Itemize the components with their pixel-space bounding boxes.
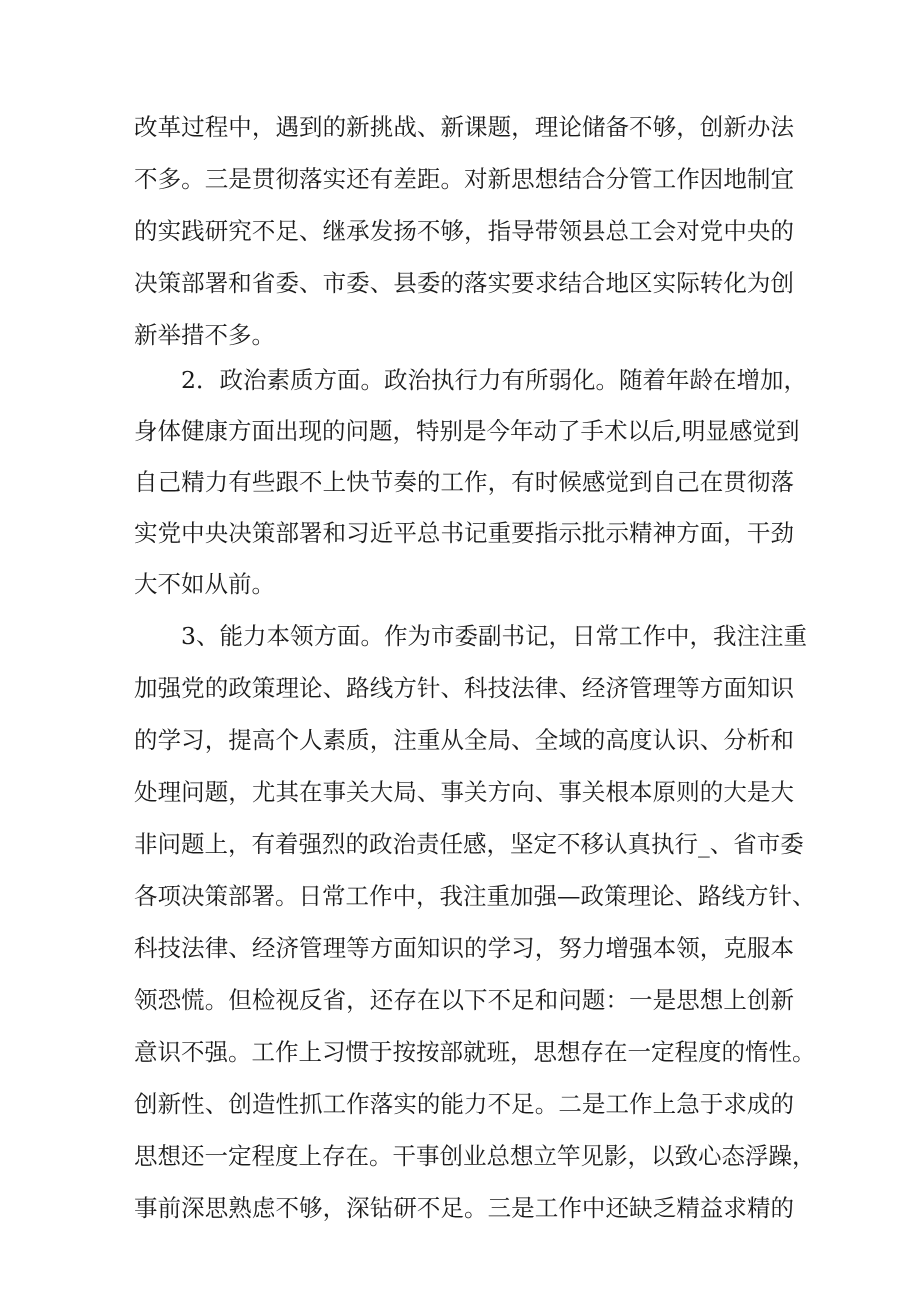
text-line: 事前深思熟虑不够，深钻研不足。三是工作中还缺乏精益求精的: [134, 1194, 794, 1222]
text-line: 非问题上，有着强烈的政治责任感，坚定不移认真执行_、省市委: [134, 830, 804, 858]
text-line: 加强党的政策理论、路线方针、科技法律、经济管理等方面知识: [134, 674, 794, 702]
text-line: 的学习，提高个人素质，注重从全局、全域的高度认识、分析和: [134, 726, 794, 754]
text-line: 身体健康方面出现的问题，特别是今年动了手术以后,明显感觉到: [134, 417, 800, 445]
text-line: 新举措不多。: [134, 321, 275, 349]
text-line: 处理问题，尤其在事关大局、事关方向、事关根本原则的大是大: [134, 778, 794, 806]
text-line: 科技法律、经济管理等方面知识的学习，努力增强本领，克服本: [134, 934, 794, 962]
text-line: 改革过程中，遇到的新挑战、新课题，理论储备不够，创新办法: [134, 113, 794, 141]
text-line: 各项决策部署。日常工作中，我注重加强—政策理论、路线方针、: [134, 882, 816, 910]
text-line: 意识不强。工作上习惯于按按部就班，思想存在一定程度的惰性。: [134, 1038, 816, 1066]
text-line: 不多。三是贯彻落实还有差距。对新思想结合分管工作因地制宜: [134, 165, 794, 193]
text-line: 自己精力有些跟不上快节奏的工作，有时候感觉到自己在贯彻落: [134, 468, 794, 496]
text-line: 思想还一定程度上存在。干事创业总想立竿见影，以致心态浮躁，: [134, 1142, 816, 1170]
text-line: 创新性、创造性抓工作落实的能力不足。二是工作上急于求成的: [134, 1090, 794, 1118]
paragraph-start-line: 2．政治素质方面。政治执行力有所弱化。随着年龄在增加，: [181, 366, 807, 394]
text-line: 领恐慌。但检视反省，还存在以下不足和问题：一是思想上创新: [134, 986, 794, 1014]
text-line: 实党中央决策部署和习近平总书记重要指示批示精神方面，干劲: [134, 519, 794, 547]
text-line: 的实践研究不足、继承发扬不够，指导带领县总工会对党中央的: [134, 217, 794, 245]
paragraph-start-line: 3、能力本领方面。作为市委副书记，日常工作中，我注注重: [181, 622, 807, 650]
text-line: 大不如从前。: [134, 570, 275, 598]
text-line: 决策部署和省委、市委、县委的落实要求结合地区实际转化为创: [134, 269, 794, 297]
